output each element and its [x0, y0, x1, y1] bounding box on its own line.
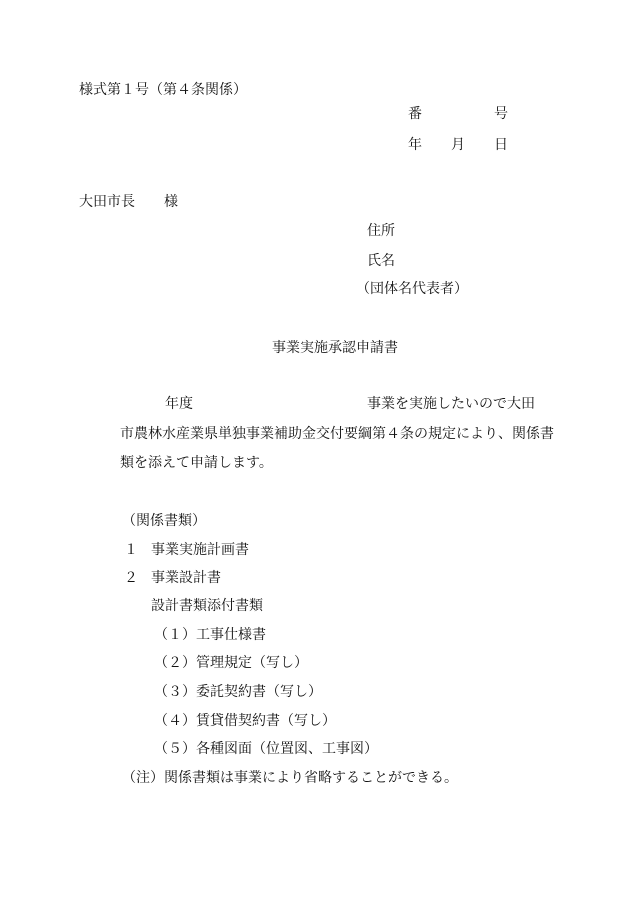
- attachment-sub-item: （４）賃貸借契約書（写し）: [154, 713, 336, 729]
- fiscal-year-label: 年度: [165, 396, 193, 412]
- attachment-sub-heading: 設計書類添付書類: [151, 598, 263, 614]
- form-number: 様式第１号（第４条関係）: [79, 82, 247, 98]
- attachment-item-label: 事業実施計画書: [151, 542, 249, 558]
- honorific: 様: [164, 194, 178, 210]
- attachment-item-number: ２: [124, 570, 138, 586]
- attachment-sub-item: （３）委託契約書（写し）: [154, 684, 322, 700]
- attachments-heading: （関係書類）: [122, 513, 206, 529]
- body-line3: 類を添えて申請します。: [120, 455, 273, 471]
- attachments-note: （注）関係書類は事業により省略することができる。: [122, 770, 458, 786]
- date-day: 日: [494, 137, 508, 153]
- attachment-sub-item: （２）管理規定（写し）: [154, 655, 308, 671]
- attachment-sub-item: （１）工事仕様書: [154, 627, 266, 643]
- doc-number-go: 号: [494, 106, 508, 122]
- date-year: 年: [408, 137, 422, 153]
- date-month: 月: [451, 137, 465, 153]
- applicant-org-label: （団体名代表者）: [356, 281, 468, 297]
- body-paragraph: [120, 420, 554, 478]
- applicant-address-label: 住所: [367, 223, 395, 239]
- attachment-item-label: 事業設計書: [151, 570, 221, 586]
- body-line2: 市農林水産業県単独事業補助金交付要綱第４条の規定により、関係書: [120, 426, 554, 442]
- doc-number-ban: 番: [408, 106, 422, 122]
- document-title: 事業実施承認申請書: [272, 340, 398, 356]
- attachment-item-number: １: [124, 542, 138, 558]
- body-line1-tail: 事業を実施したいので大田: [367, 396, 535, 412]
- applicant-name-label: 氏名: [367, 253, 395, 269]
- attachment-sub-item: （５）各種図面（位置図、工事図）: [154, 741, 378, 757]
- addressee: 大田市長: [79, 194, 135, 210]
